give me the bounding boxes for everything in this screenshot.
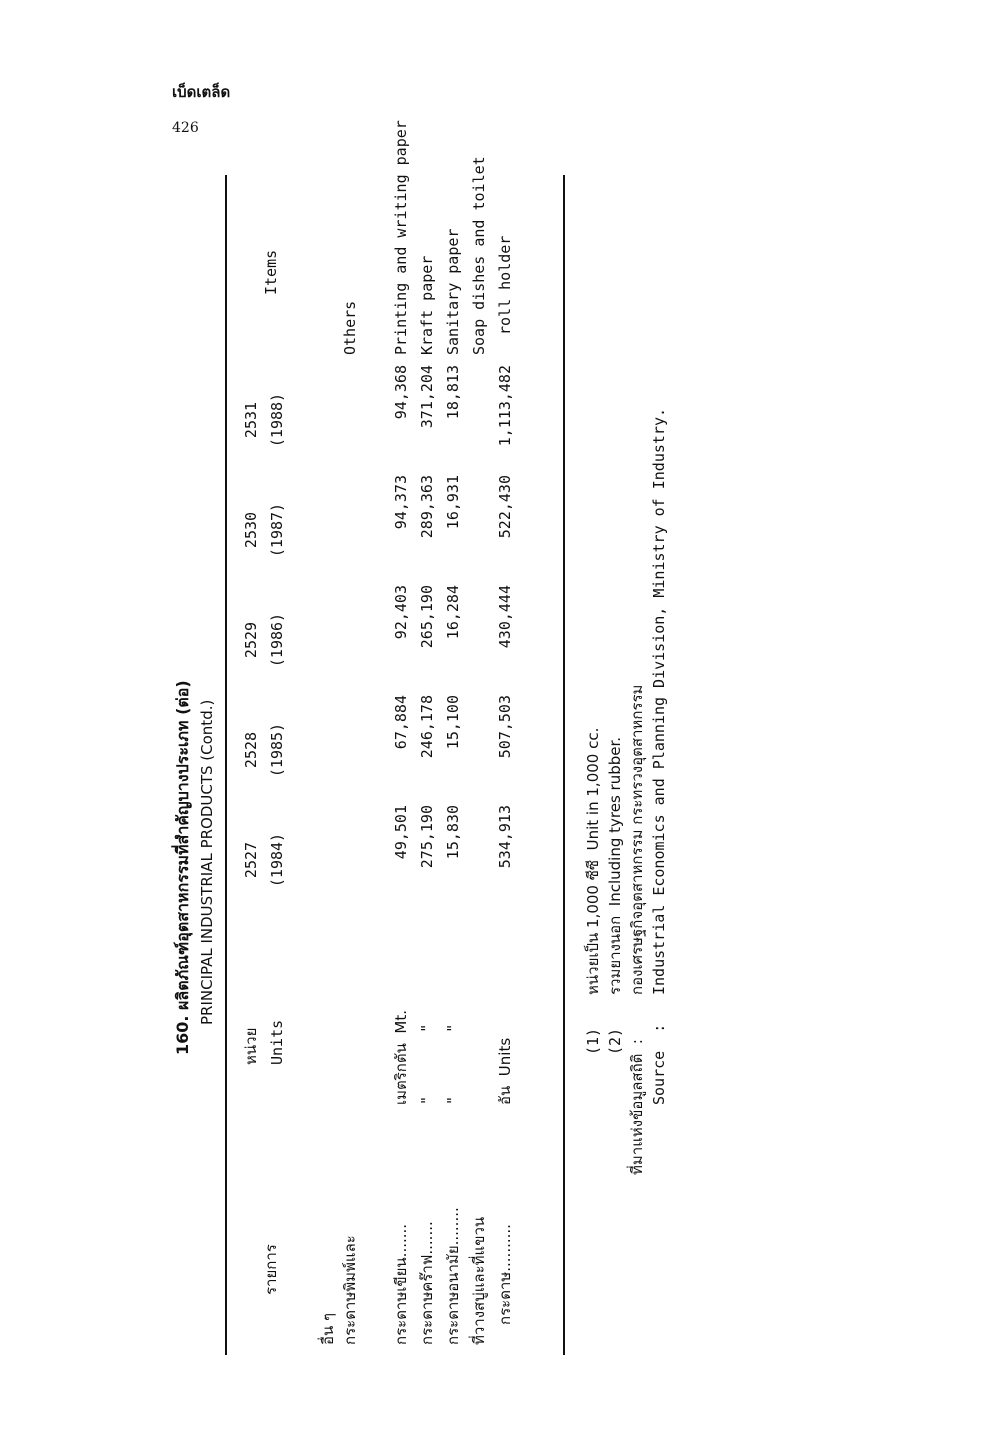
row-3-value-1985: 15,100 — [444, 695, 462, 750]
table-title-en: PRINCIPAL INDUSTRIAL PRODUCTS (Contd.) — [198, 699, 216, 1025]
row-4-unit: อัน Units — [496, 1037, 514, 1105]
row-2-value-1984: 275,190 — [418, 805, 436, 869]
section-label-th: อื่น ๆ — [319, 1312, 337, 1345]
row-2-label-th: กระดาษคร๊าฟ....... — [418, 1221, 436, 1345]
row-2-unit: " " — [418, 1023, 436, 1105]
row-4-label-en: roll holder — [496, 235, 514, 335]
row-1-value-1984: 49,501 — [392, 805, 410, 860]
top-rule — [225, 175, 227, 1355]
row-3-value-1986: 16,284 — [444, 585, 462, 640]
section-label-en: Others — [341, 300, 359, 355]
row-1-unit: เมตริกตัน Mt. — [392, 1009, 410, 1105]
header-year-4-be: 2530 — [242, 511, 260, 549]
footnote-source-en-mark: Source : — [650, 1023, 668, 1105]
header-year-5-be: 2531 — [242, 401, 260, 439]
header-year-2-be: 2528 — [242, 731, 260, 769]
row-1-value-1987: 94,373 — [392, 475, 410, 530]
row-3-label-en: Sanitary paper — [444, 228, 462, 355]
page-number: 426 — [172, 120, 199, 136]
footnote-source-en-text: Industrial Economics and Planning Division, Ministry of Industry. — [650, 408, 668, 995]
row-4-value-1985: 507,503 — [496, 695, 514, 759]
row-3-label-th: กระดาษอนามัย........ — [444, 1207, 462, 1345]
row-2-value-1987: 289,363 — [418, 475, 436, 539]
row-4-value-1986: 430,444 — [496, 585, 514, 649]
header-year-2-ad: (1985) — [268, 722, 286, 778]
header-items-en: Items — [262, 249, 280, 295]
section-sublabel-th: กระดาษพิมพ์และ — [341, 1235, 359, 1345]
footnote-1-mark: (1) — [584, 1027, 602, 1055]
footnote-1-text: หน่วยเป็น 1,000 ซีซี Unit in 1,000 cc. — [584, 727, 602, 995]
row-4-value-1987: 522,430 — [496, 475, 514, 539]
row-1-value-1986: 92,403 — [392, 585, 410, 640]
row-4-label-th-line1: ที่วางสบู่และที่แขวน — [470, 1216, 488, 1345]
footnote-source-th-text: กองเศรษฐกิจอุตสาหกรรม กระทรวงอุตสาหกรรม — [628, 684, 646, 995]
header-year-3-be: 2529 — [242, 621, 260, 659]
header-units-th: หน่วย — [242, 1027, 260, 1065]
row-2-value-1985: 246,178 — [418, 695, 436, 759]
section-header-label: เบ็ดเตล็ด — [172, 83, 231, 101]
bottom-rule — [563, 175, 565, 1355]
header-items-th: รายการ — [262, 1244, 280, 1295]
row-4-label-th: กระดาษ.......... — [496, 1224, 514, 1325]
header-units-en: Units — [268, 1019, 286, 1065]
row-2-value-1988: 371,204 — [418, 365, 436, 429]
row-1-label-en: Printing and writing paper — [392, 120, 410, 355]
row-4-value-1988: 1,113,482 — [496, 365, 514, 447]
header-year-4-ad: (1987) — [268, 502, 286, 558]
row-1-value-1985: 67,884 — [392, 695, 410, 750]
header-year-1-ad: (1984) — [268, 832, 286, 888]
row-3-value-1987: 16,931 — [444, 475, 462, 530]
row-3-value-1984: 15,830 — [444, 805, 462, 860]
row-1-value-1988: 94,368 — [392, 365, 410, 420]
table-title-th: 160. ผลิตภัณฑ์อุตสาหกรรมที่สำคัญบางประเภท (ต่อ) — [173, 680, 192, 1055]
row-4-label-en-line1: Soap dishes and toilet — [470, 156, 488, 355]
row-3-unit: " " — [444, 1023, 462, 1105]
row-1-label-th: กระดาษเขียน....... — [392, 1223, 410, 1345]
header-year-5-ad: (1988) — [268, 392, 286, 448]
row-2-label-en: Kraft paper — [418, 255, 436, 355]
row-3-value-1988: 18,813 — [444, 365, 462, 420]
header-year-1-be: 2527 — [242, 841, 260, 879]
footnote-2-mark: (2) — [606, 1027, 624, 1055]
footnote-source-th-mark: ที่มาแห่งข้อมูลสถิติ : — [628, 1039, 646, 1175]
row-4-value-1984: 534,913 — [496, 805, 514, 869]
header-year-3-ad: (1986) — [268, 612, 286, 668]
row-2-value-1986: 265,190 — [418, 585, 436, 649]
footnote-2-text: รวมยางนอก Including tyres rubber. — [606, 736, 624, 995]
